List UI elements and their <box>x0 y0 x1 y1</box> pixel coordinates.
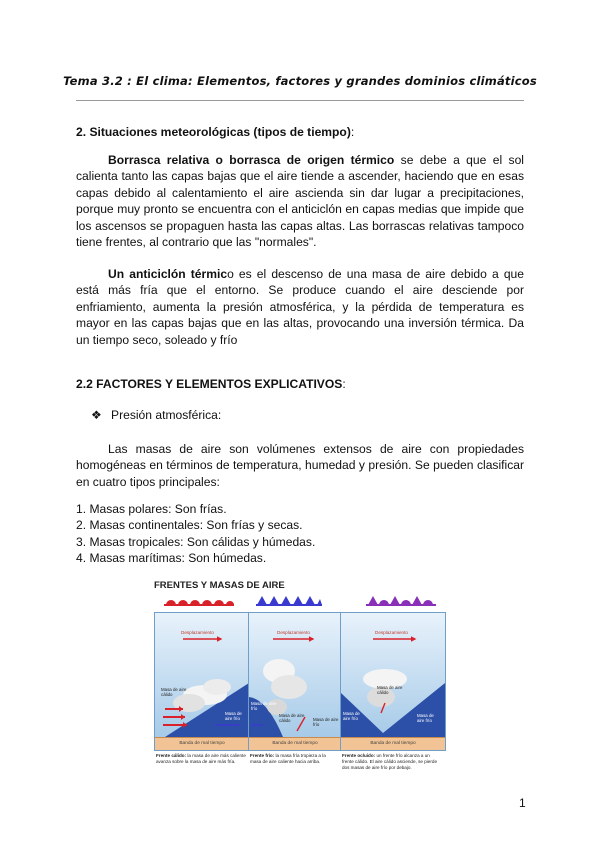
occluded-front-symbol-icon <box>366 594 436 606</box>
bullet-presion <box>91 408 221 422</box>
paragraph-masas-aire: Las masas de aire son volúmenes extensos de aire con propiedades homogéneas en términos de temperatura, humedad y presión. Se pueden clasificar en cuatro tipos principales: <box>76 442 524 489</box>
occluded-front-panel <box>340 612 446 751</box>
page-header: Tema 3.2 : El clima: Elementos, factores y grandes dominios climáticos <box>63 74 537 88</box>
warm-air-label: Masa de aire cálido <box>279 713 305 723</box>
bullet-label: Presión atmosférica: <box>111 408 222 422</box>
warm-front-panel <box>154 612 250 751</box>
section-2-heading-text: 2. Situaciones meteorológicas (tipos de tiempo) <box>76 125 351 139</box>
paragraph-borrasca: Borrasca relativa o borrasca de origen térmico se debe a que el sol calienta tanto las capas bajas que el aire tiende a ascender, haciendo que en esas capas debido al calentamiento el aire ascienda sin dar lugar a precipitaciones, porque muy pronto se encuentra con el anticiclón en capas medias que impide que los ascensos se propaguen hasta las capas altas. Las borrascas relativas tampoco tiene frentes, al contrario que las "normales". <box>76 153 524 250</box>
cold-mass-label-3: Masa de aire frío <box>313 717 339 727</box>
term-borrasca: Borrasca relativa o borrasca de origen térmico <box>108 153 395 167</box>
cold-mass-label-4: Masa de aire frío <box>343 711 360 721</box>
cold-mass-label-5: Masa de aire frío <box>417 713 434 723</box>
caption-cold-front: Frente frío: la masa fría tropieza a la masa de aire caliente hacia arriba. <box>250 753 326 764</box>
cold-front-symbol-icon <box>256 594 322 606</box>
header-rule <box>76 100 524 101</box>
warm-front-symbol-icon <box>164 594 234 606</box>
caption-occluded-front: Frente ocluido: un frente frío alcanza a un frente cálido. El aire cálido asciende, se pierde dos masas de aire frío por debajo. <box>342 753 437 770</box>
warm-trap-label: Masa de aire cálido <box>377 685 403 695</box>
ground-band: Banda de mal tiempo <box>155 737 249 750</box>
ground-band: Banda de mal tiempo <box>249 737 341 750</box>
list-item: 4. Masas marítimas: Son húmedas. <box>76 551 267 566</box>
section-22-heading-text: 2.2 FACTORES Y ELEMENTOS EXPLICATIVOS <box>76 377 343 391</box>
displacement-label: Desplazamiento <box>277 630 310 635</box>
list-item: 3. Masas tropicales: Son cálidas y húmedas. <box>76 534 316 549</box>
section-2-heading: 2. Situaciones meteorológicas (tipos de tiempo): <box>76 125 355 139</box>
list-item: 1. Masas polares: Son frías. <box>76 502 227 516</box>
displacement-label: Desplazamiento <box>181 630 214 635</box>
cold-mass-label: Masa de aire frío <box>225 711 242 721</box>
warm-mass-label: Masa de aire cálido <box>161 687 187 697</box>
air-mass-list <box>76 501 315 567</box>
fronts-figure <box>152 580 446 798</box>
diamond-bullet-icon: ❖ <box>91 408 102 422</box>
caption-warm-front: Frente cálido: la masa de aire más caliente avanza sobre la masa de aire más fría. <box>156 753 246 764</box>
figure-title: FRENTES Y MASAS DE AIRE <box>154 580 285 591</box>
displacement-label: Desplazamiento <box>375 630 408 635</box>
section-22-heading: 2.2 FACTORES Y ELEMENTOS EXPLICATIVOS: <box>76 377 346 391</box>
term-anticiclon: Un anticiclón térmic <box>108 267 228 281</box>
ground-band: Banda de mal tiempo <box>341 737 445 750</box>
list-item: 2. Masas continentales: Son frías y secas. <box>76 518 303 533</box>
paragraph-anticiclon: Un anticiclón térmico es el descenso de una masa de aire debido a que está más fría que el entorno. Se produce cuando el aire desciende por enfriamiento, aumenta la presión atmosférica, y la pérdida de temperatura es mayor en las capas bajas que en las altas, provocando una inversión térmica. Da un tiempo seco, soleado y frío <box>76 267 525 347</box>
cold-front-panel <box>248 612 342 751</box>
page-number: 1 <box>519 796 526 810</box>
cold-mass-label-2: Masa de aire frío <box>251 701 277 711</box>
